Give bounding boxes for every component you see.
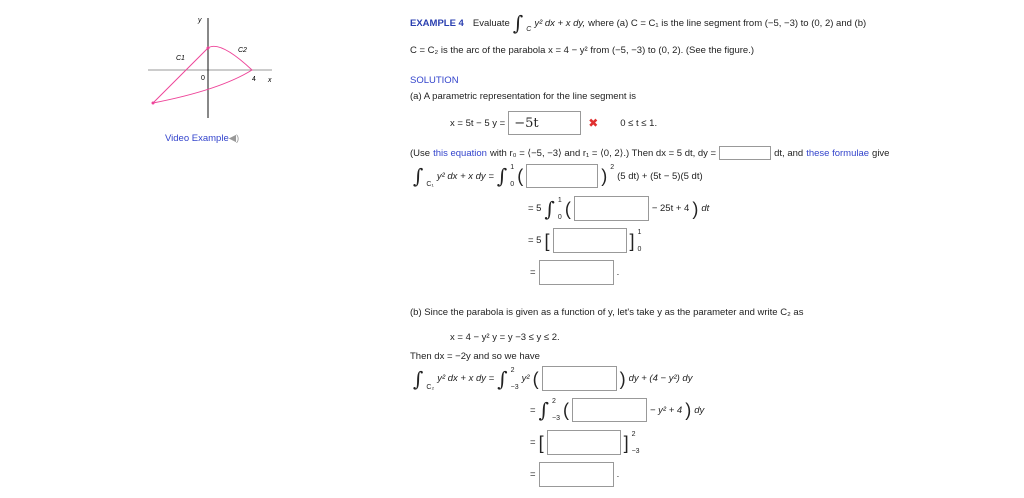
b3-lower: −3 xyxy=(631,447,640,455)
speaker-icon: ◀) xyxy=(228,133,240,144)
b1-lower: −3 xyxy=(510,383,519,391)
a2-pre: = 5 xyxy=(528,203,542,214)
answer-input-b2[interactable] xyxy=(572,398,647,422)
a1-lower: 0 xyxy=(510,181,515,188)
x-equation: x = 5t − 5 y = xyxy=(450,117,506,129)
int-sub: C xyxy=(526,26,532,33)
curve-figure xyxy=(140,10,280,125)
answer-input-a1[interactable] xyxy=(526,164,598,188)
a3-lower: 0 xyxy=(637,245,642,253)
b-lhs: y² dx + x dy = xyxy=(437,373,495,384)
part-b-intro: (b) Since the parabola is given as a function of y, let's take y as the parameter and write C₂ as xyxy=(410,307,804,318)
a1-square: 2 xyxy=(610,164,615,171)
a1-tail: (5 dt) + (5t − 5)(5 dt) xyxy=(617,170,703,182)
a3-upper: 1 xyxy=(637,228,642,236)
example-text-1: where (a) C = C₁ is the line segment from (−5, −3) to (0, 2) and (b) xyxy=(588,17,867,29)
b2-eq: = xyxy=(530,404,536,416)
b1-y2: y² xyxy=(521,373,530,384)
integral-sign: ∫ xyxy=(512,11,524,35)
b-int-sub: C₂ xyxy=(426,384,435,391)
a1-upper: 1 xyxy=(510,164,515,171)
b3-upper: 2 xyxy=(631,430,636,438)
this-equation-link[interactable]: this equation xyxy=(433,147,487,159)
part-a-intro: (a) A parametric representation for the line segment is xyxy=(410,91,637,102)
answer-input-a3[interactable] xyxy=(553,228,627,253)
solution-heading: SOLUTION xyxy=(410,75,459,86)
axis-y-label: y xyxy=(198,17,202,24)
a4-period: . xyxy=(616,267,620,278)
evaluate-text: Evaluate xyxy=(472,17,510,29)
origin-label: 0 xyxy=(201,75,205,82)
a2-upper: 1 xyxy=(557,196,562,204)
y-input[interactable]: −5t xyxy=(508,111,581,135)
dt-text: dt, and xyxy=(774,147,804,159)
b2-tail: − y² + 4 xyxy=(649,404,683,416)
b1-upper: 2 xyxy=(510,366,515,374)
answer-input-b1[interactable] xyxy=(542,366,617,391)
c1-label: C1 xyxy=(176,55,185,62)
a2-lower: 0 xyxy=(557,213,562,221)
b4-eq: = xyxy=(530,469,536,480)
dy-input[interactable] xyxy=(719,146,771,160)
axis-x-label: x xyxy=(268,77,272,84)
a-int-sub: C₁ xyxy=(426,181,434,188)
a-lhs: y² dx + x dy = xyxy=(436,170,494,182)
b4-period: . xyxy=(616,469,620,480)
use-mid-text: with r₀ = ⟨−5, −3⟩ and r₁ = ⟨0, 2⟩.) Then dx = 5 dt, dy = xyxy=(489,147,717,159)
c2-label: C2 xyxy=(238,47,247,54)
b1-tail: dy + (4 − y²) dy xyxy=(628,373,693,384)
b3-eq: = xyxy=(530,437,536,448)
answer-input-b3[interactable] xyxy=(547,430,621,455)
tick-4: 4 xyxy=(252,76,256,83)
a2-tail: − 25t + 4 xyxy=(651,203,690,214)
b-param: x = 4 − y² y = y −3 ≤ y ≤ 2. xyxy=(450,332,560,343)
formulae-link[interactable]: these formulae xyxy=(806,147,870,159)
a4-eq: = xyxy=(530,267,536,278)
wrong-icon: ✖ xyxy=(588,116,599,130)
give-text: give xyxy=(872,147,890,159)
b2-dy: dy xyxy=(694,404,705,416)
answer-input-b4[interactable] xyxy=(539,462,614,487)
integrand: y² dx + x dy, xyxy=(534,17,586,29)
a2-dt: dt xyxy=(701,203,710,214)
example-text-2: C = C₂ is the arc of the parabola x = 4 − y² from (−5, −3) to (0, 2). (See the figure.) xyxy=(410,45,754,56)
use-text: (Use xyxy=(410,147,431,159)
a3-pre: = 5 xyxy=(528,235,542,246)
video-example-link[interactable]: Video Example◀) xyxy=(165,133,240,144)
b-then: Then dx = −2y and so we have xyxy=(410,351,540,362)
b2-lower: −3 xyxy=(551,415,560,422)
example-heading: EXAMPLE 4 xyxy=(410,17,464,29)
answer-input-a2[interactable] xyxy=(574,196,649,221)
t-range: 0 ≤ t ≤ 1. xyxy=(620,117,658,129)
answer-input-a4[interactable] xyxy=(539,260,614,285)
b2-upper: 2 xyxy=(551,398,556,405)
